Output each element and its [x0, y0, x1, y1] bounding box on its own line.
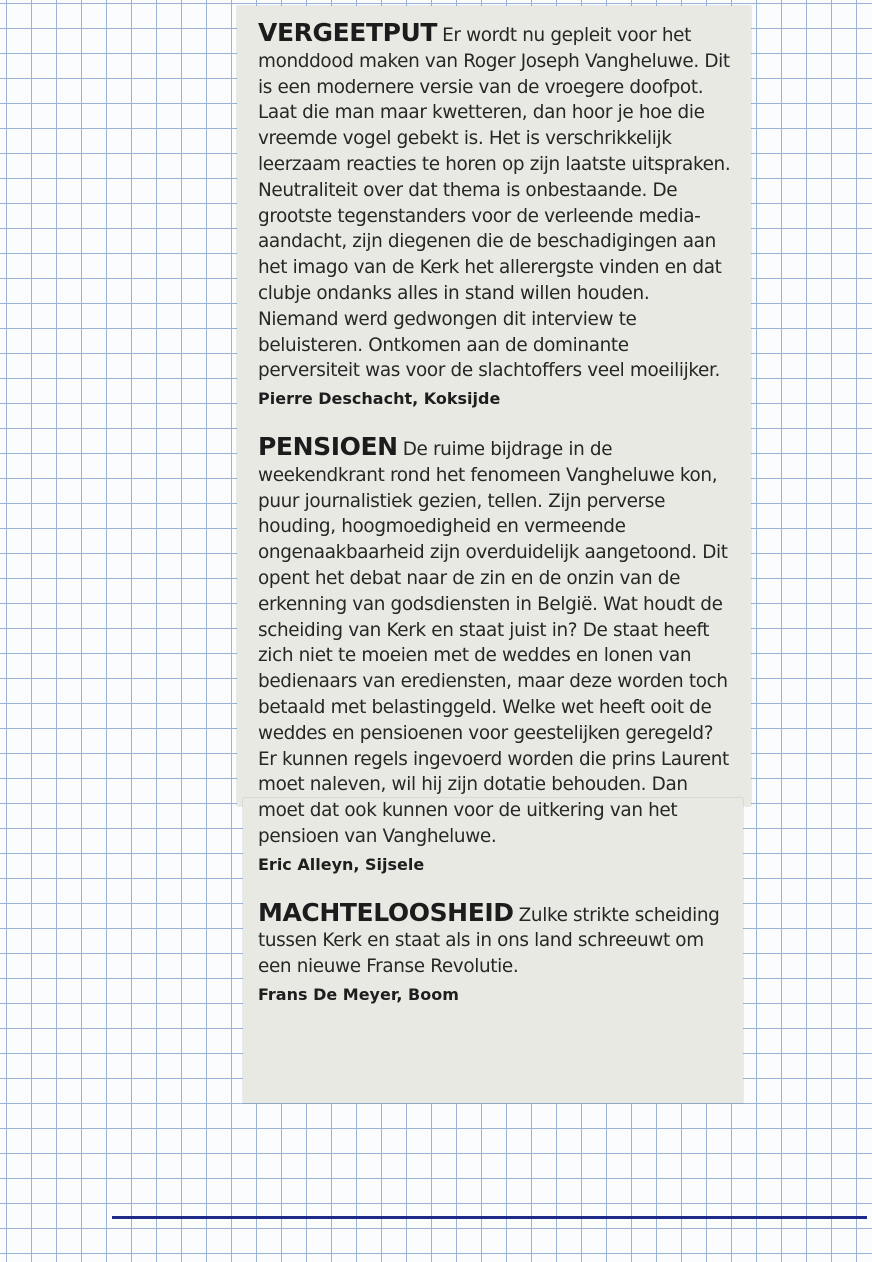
letter-signature: Frans De Meyer, Boom	[258, 984, 459, 1004]
letter-body: Er wordt nu gepleit voor het monddood maken van Roger Joseph Vangheluwe. Dit is een modernere versie van de vroegere doofpot. Laat die man maar kwetteren, dan hoor je hoe die vreemde vogel gebekt is. Het is verschrikkelijk leerzaam reacties te horen op zijn laatste uitspraken. Neutraliteit over dat thema is onbestaande. De grootste tegenstanders voor de verleende media-aandacht, zijn diegenen die de beschadigingen aan het imago van de Kerk het allerergste vinden en dat clubje ondanks alles in stand willen houden. Niemand werd gedwongen dit interview te beluisteren. Ontkomen aan de dominante perversiteit was voor de slachtoffers veel moeilijker.	[258, 25, 731, 382]
letter-body: Zulke strikte scheiding tussen Kerk en staat als in ons land schreeuwt om een nieuwe Franse Revolutie.	[258, 904, 720, 978]
letter-machteloosheid	[258, 897, 732, 1008]
letters-column	[258, 20, 732, 1008]
letter-body: De ruime bijdrage in de weekendkrant rond het fenomeen Vangheluwe kon, puur journalistiek gezien, tellen. Zijn perverse houding, hoogmoedigheid en vermeende ongenaakbaarheid zijn overduidelijk aangetoond. Dit opent het debat naar de zin en de onzin van de erkenning van godsdiensten in België. Wat houdt de scheiding van Kerk en staat juist in? De staat heeft zich niet te moeien met de weddes en lonen van bedienaars van erediensten, maar deze worden toch betaald met belastinggeld. Welke wet heeft ooit de weddes en pensioenen voor geestelijken geregeld? Er kunnen regels ingevoerd worden die prins Laurent moet naleven, wil hij zijn dotatie behouden. Dan moet dat ook kunnen voor de uitkering van het pensioen van Vangheluwe.	[258, 438, 729, 847]
letter-heading: PENSIOEN	[258, 431, 398, 461]
letter-signature: Pierre Deschacht, Koksijde	[258, 389, 501, 409]
pen-underline	[112, 1216, 867, 1219]
letter-heading: MACHTELOOSHEID	[258, 897, 514, 927]
letter-vergeetput	[258, 20, 732, 412]
letter-pensioen	[258, 431, 732, 878]
letter-heading: VERGEETPUT	[258, 18, 438, 47]
letter-signature: Eric Alleyn, Sijsele	[258, 854, 425, 874]
